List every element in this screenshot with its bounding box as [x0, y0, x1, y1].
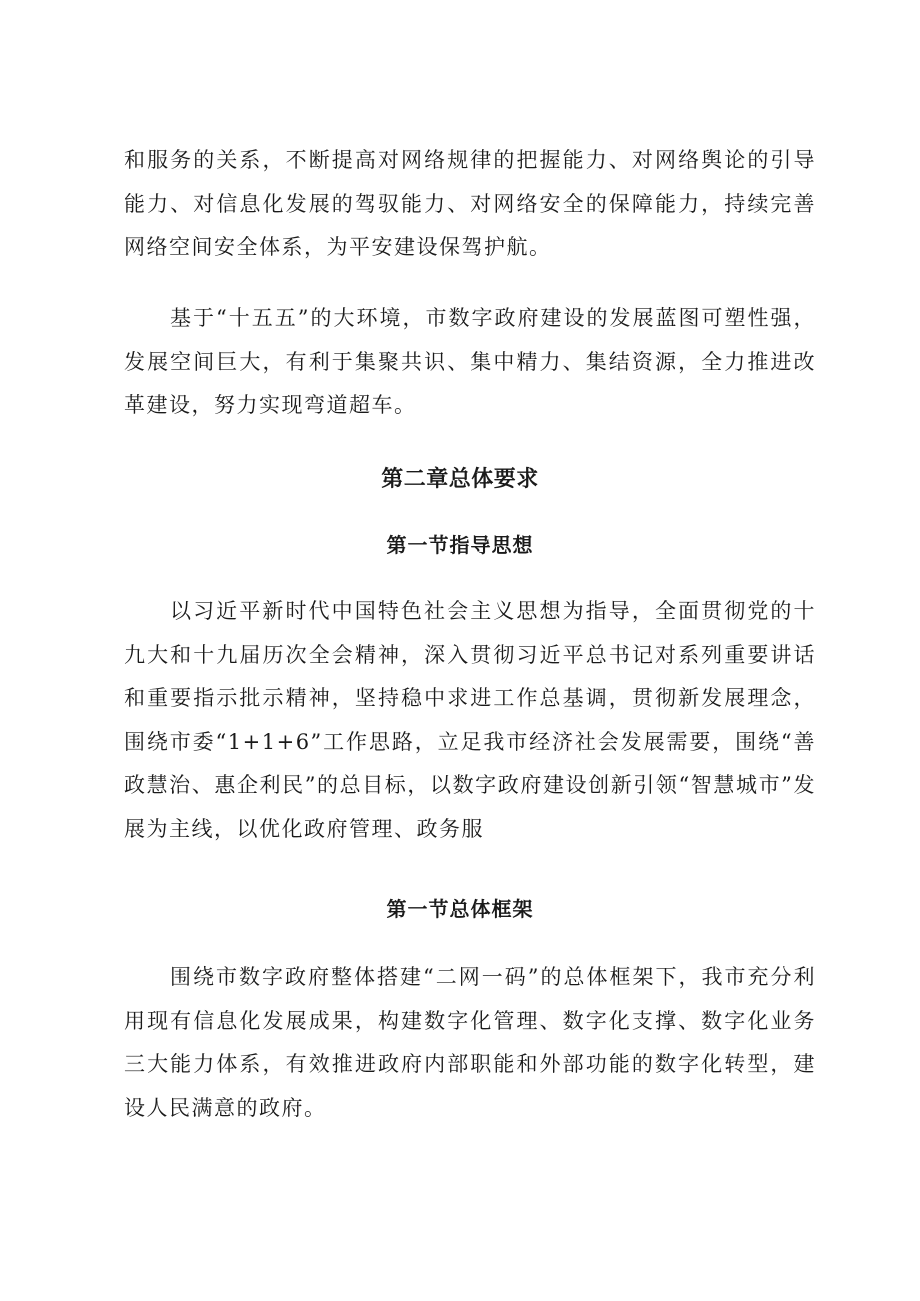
chapter-title: 第二章总体要求: [381, 467, 539, 492]
paragraph-fifteen-five: 基于“十五五”的大环境，市数字政府建设的发展蓝图可塑性强，发展空间巨大，有利于集聚共识、集中精力、集结资源，全力推进改革建设，努力实现弯道超车。: [124, 306, 816, 417]
paragraph-guiding-thought: 以习近平新时代中国特色社会主义思想为指导，全面贯彻党的十九大和十九届历次全会精神，深入贯彻习近平总书记对系列重要讲话和重要指示批示精神，坚持稳中求进工作总基调，贯彻新发展理念，围绕市委“1+1+6”工作思路，立足我市经济社会发展需要，围绕“善政慧治、惠企利民”的总目标，以数字政府建设创新引领“智慧城市”发展为主线，以优化政府管理、政务服: [124, 599, 816, 841]
paragraph-framework: 围绕市数字政府整体搭建“二网一码”的总体框架下，我市充分利用现有信息化发展成果，构建数字化管理、数字化支撑、数字化业务三大能力体系，有效推进政府内部职能和外部功能的数字化转型，建设人民满意的政府。: [124, 965, 816, 1120]
section-title-guiding: 第一节指导思想: [386, 533, 534, 557]
paragraph-continuation: 和服务的关系，不断提高对网络规律的把握能力、对网络舆论的引导能力、对信息化发展的驾驭能力、对网络安全的保障能力，持续完善网络空间安全体系，为平安建设保驾护航。: [124, 148, 816, 259]
section-title-framework: 第一节总体框架: [386, 897, 534, 921]
